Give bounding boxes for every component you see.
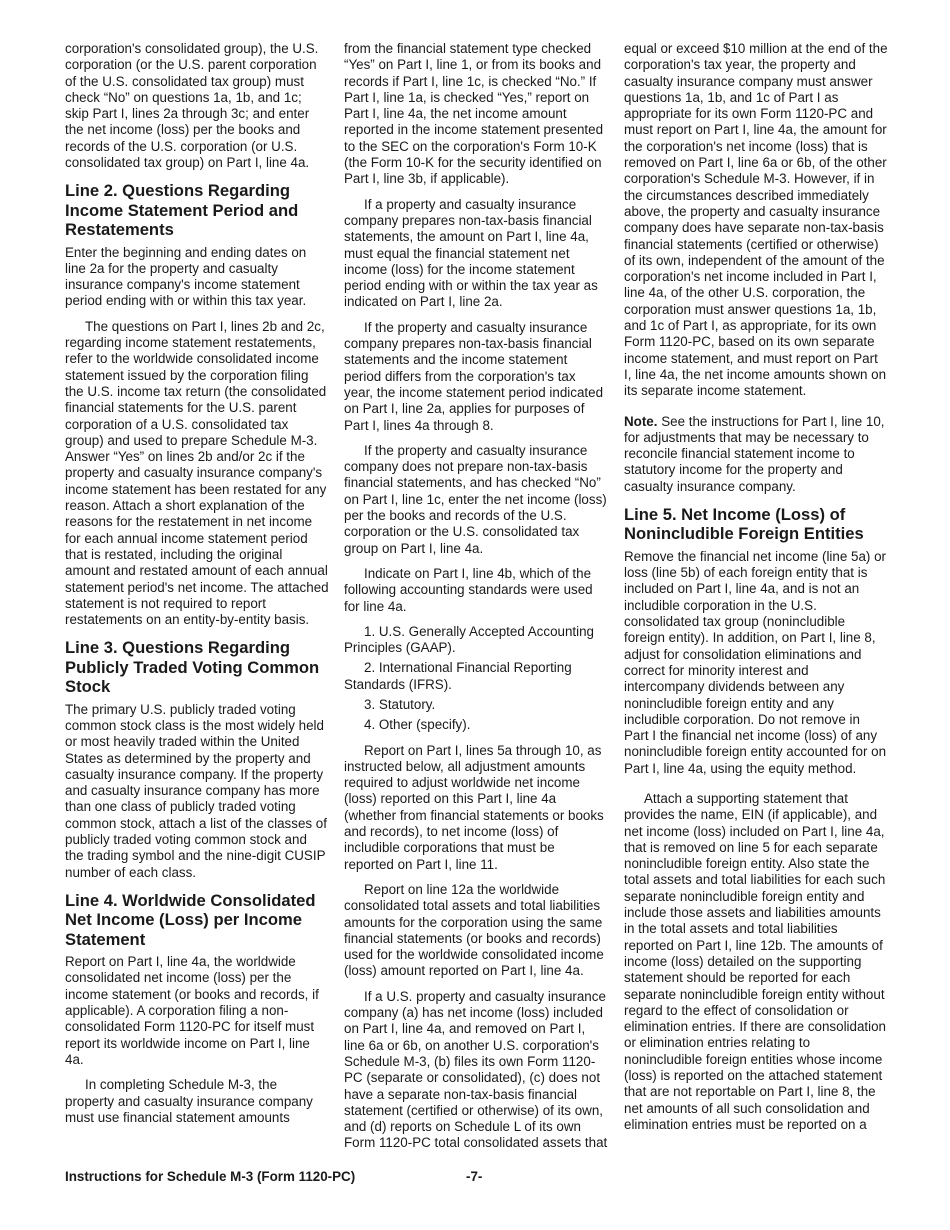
heading-line-5: Line 5. Net Income (Loss) of Nonincludible Foreign Entities [624, 505, 864, 544]
page-footer [65, 1169, 885, 1185]
paragraph: equal or exceed $10 million at the end of the corporation's tax year, the property and casualty insurance company must answer questions 1a, 1b, and 1c of Part I as appropriate for its own Form 1120-PC and must report on Part I, line 4a, the amount for the corporation's net income (loss) that is removed on Part I, line 6a or 6b, of the other corporation's Schedule M-3. However, if in the circumstances described immediately above, the property and casualty insurance company does have separate non-tax-basis financial statements (certified or otherwise) of its own, independent of the amount of the corporation's net income included in Part I, line 4a, of the other U.S. corporation, the corporation must answer questions 1a, 1b, and 1c of Part I, as appropriate, for its own Form 1120-PC, based on its own separate income statement, and must report on Part I, line 4a, the net income amounts shown on its separate income statement. [624, 41, 888, 399]
paragraph: In completing Schedule M-3, the property and casualty insurance company must use financial statement amounts [65, 1077, 313, 1125]
paragraph: If a property and casualty insurance company prepares non-tax-basis financial statements, the amount on Part I, line 4a, must equal the financial statement net income (loss) for the income statement period ending with or within the tax year as indicated on Part I, line 2a. [344, 196, 598, 310]
column-middle [344, 41, 608, 1161]
paragraph: Enter the beginning and ending dates on line 2a for the property and casualty insurance company's income statement period ending with or within this tax year. [65, 244, 307, 309]
footer-title: Instructions for Schedule M-3 (Form 1120-PC) [65, 1169, 356, 1184]
paragraph: The questions on Part I, lines 2b and 2c, regarding income statement restatements, refer to the worldwide consolidated income statement issued by the corporation filing the U.S. income tax return (the consolidated financial statements for the U.S. parent corporation of a U.S. consolidated tax group) and used to prepare Schedule M-3. Answer “Yes” on lines 2b and/or 2c if the property and casualty insurance company's income statement has been restated for any reason. Attach a short explanation of the reasons for the restatement in net income for each annual income statement period that is restated, including the original amount and restated amount of each annual statement period's net income. The attached statement is not required to report restatements on an entity-by-entity basis. [65, 318, 329, 628]
paragraph: from the financial statement type checked “Yes” on Part I, line 1, or from its books and records if Part I, line 1c, is checked “No.” If Part I, line 1a, is checked “Yes,” report on Part I, line 4a, the net income amount reported in the income statement presented to the SEC on the corporation's Form 10-K (the Form 10-K for the security identified on Part I, line 3b, if applicable). [344, 41, 604, 187]
paragraph: Report on Part I, lines 5a through 10, as instructed below, all adjustment amounts required to adjust worldwide net income (loss) reported on this Part I, line 4a (whether from financial statements or books and records), to net income (loss) of includible corporations that must be reported on Part I, line 11. [344, 742, 604, 872]
paragraph: If the property and casualty insurance company does not prepare non-tax-basis financial statements, and has checked “No” on Part I, line 1c, enter the net income (loss) per the books and records of the U.S. corporation or the U.S. consolidated tax group on Part I, line 4a. [344, 442, 607, 556]
list-item: 2. International Financial Reporting Standards (IFRS). [344, 660, 572, 692]
paragraph: If a U.S. property and casualty insurance company (a) has net income (loss) included on Part I, line 4a, and removed on Part I, line 6a or 6b, on another U.S. corporation's Schedule M-3, (b) files its own Form 1120-PC (separate or consolidated), (c) does not have a separate non-tax-basis financial statement (certified or otherwise) of its own, and (d) reports on Schedule L of its own Form 1120-PC total consolidated assets that [344, 988, 608, 1151]
paragraph: The primary U.S. publicly traded voting common stock class is the most widely held or most heavily traded within the United States as determined by the property and casualty insurance company. If the property and casualty insurance company has more than one class of publicly traded voting common stock, attach a list of the classes of publicly traded voting common stock and the trading symbol and the nine-digit CUSIP number of each class. [65, 701, 327, 880]
paragraph: Remove the financial net income (line 5a) or loss (line 5b) of each foreign entity that is included on Part I, line 4a, and is not an includible corporation in the U.S. consolidated tax group (nonincludible foreign entity). In addition, on Part I, line 8, adjust for consolidation eliminations and correct for minority interest and intercompany dividends between any nonincludible foreign entity and any includible corporation. Do not remove in Part I the financial net income (loss) of any nonincludible foreign entity accounted for on Part I, line 4a, using the equity method. [624, 548, 887, 776]
paragraph: corporation's consolidated group), the U.S. corporation (or the U.S. parent corporation of the U.S. consolidated tax group) must check “No” on questions 1a, 1b, and 1c; skip Part I, lines 2a through 3c; and enter the net income (loss) per the books and records of the U.S. corporation (or U.S. consolidated tax group) on Part I, line 4a. [65, 41, 319, 171]
paragraph: If the property and casualty insurance company prepares non-tax-basis financial statements and the income statement period differs from the corporation's tax year, the income statement period indicated on Part I, line 2a, applies for purposes of Part I, lines 4a through 8. [344, 319, 604, 433]
page-number: -7- [466, 1169, 483, 1184]
heading-line-2: Line 2. Questions Regarding Income Statement Period and Restatements [65, 181, 299, 240]
note-text: See the instructions for Part I, line 10, for adjustments that may be necessary to reconcile financial statement income to statutory income for the property and casualty insurance company. [624, 413, 885, 494]
note-label: Note. [624, 413, 658, 429]
paragraph: Report on line 12a the worldwide consolidated total assets and total liabilities amounts for the corporation using the same financial statements (or books and records) used for the worldwide consolidated income (loss) amount reported on Part I, line 4a. [344, 881, 604, 979]
paragraph: Report on Part I, line 4a, the worldwide consolidated net income (loss) per the income statement (or books and records, if applicable). A corporation filing a non-consolidated Form 1120-PC for itself must report its worldwide income on Part I, line 4a. [65, 954, 319, 1067]
note-paragraph [624, 414, 888, 495]
list-item: 3. Statutory. [364, 696, 436, 712]
column-left [65, 41, 329, 1135]
paragraph: Attach a supporting statement that provides the name, EIN (if applicable), and net income (loss) included on Part I, line 4a, that is removed on line 5 for each separate nonincludible foreign entity. Also state the total assets and total liabilities for each such separate nonincludible foreign entity and include those assets and liabilities amounts in the total assets and total liabilities reported on Part I, line 12b. The amounts of income (loss) detailed on the supporting statement should be reported for each separate nonincludible foreign entity without regard to the effect of consolidation or elimination entries. If there are consolidation or elimination entries relating to nonincludible foreign entities whose income (loss) is reported on the attached statement that are not reportable on Part I, line 8, the net amounts of all such consolidation and elimination entries must be reported on a [624, 790, 887, 1132]
heading-line-4: Line 4. Worldwide Consolidated Net Income (Loss) per Income Statement [65, 890, 316, 949]
list-item: 1. U.S. Generally Accepted Accounting Principles (GAAP). [344, 623, 595, 656]
list-item: 4. Other (specify). [364, 717, 471, 733]
heading-line-3: Line 3. Questions Regarding Publicly Traded Voting Common Stock [65, 638, 320, 697]
column-right [624, 41, 888, 1142]
paragraph: Indicate on Part I, line 4b, which of the following accounting standards were used for line 4a. [344, 565, 593, 614]
